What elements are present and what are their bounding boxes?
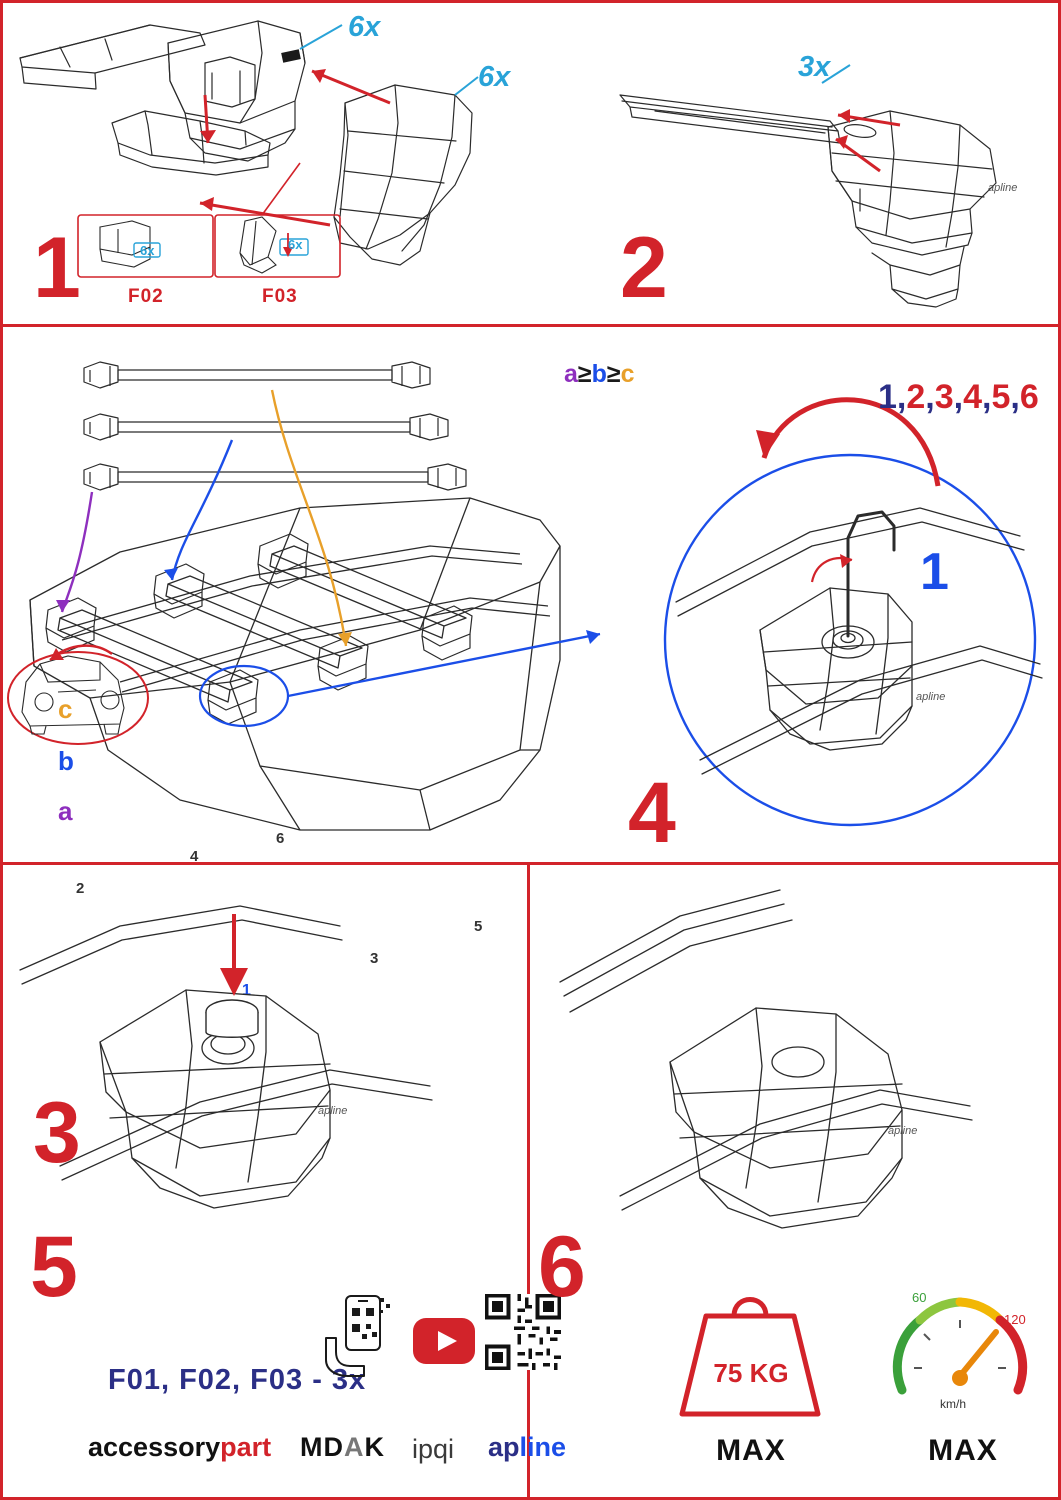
frame-rule-1	[0, 324, 1061, 327]
max-load-value: 75 KG	[713, 1358, 789, 1388]
rule-part-ge1: ≥	[577, 360, 592, 388]
brand-ipqi: ipqi	[412, 1434, 455, 1464]
step-5-illustration	[0, 866, 527, 1266]
step-3-pos-2: 2	[76, 880, 85, 897]
max-load-icon	[672, 1284, 828, 1424]
seq-2: 2	[906, 378, 926, 416]
step-3-bar-label-a: a	[58, 796, 73, 826]
step-6-panel	[530, 866, 1058, 1496]
part-code-f03: F03	[262, 286, 298, 307]
kit-quantity-text: F01, F02, F03 - 3x	[108, 1364, 367, 1396]
seq-4: 4	[963, 378, 983, 416]
max-speed-caption: MAX	[928, 1434, 998, 1467]
brand-ap-text: ap	[488, 1432, 520, 1462]
step-3-number: 3	[33, 1085, 81, 1181]
step-6-illustration	[530, 866, 1058, 1266]
seq-1: 1	[878, 378, 897, 416]
rule-part-b: b	[591, 360, 607, 388]
max-load-caption: MAX	[716, 1434, 786, 1467]
svg-text:60: 60	[912, 1290, 927, 1305]
brand-part-text: part	[220, 1432, 272, 1462]
svg-text:km/h: km/h	[940, 1397, 967, 1411]
seq-6: 6	[1019, 378, 1039, 416]
seq-c1: ,	[896, 378, 907, 416]
step-1-callout-6x-b: 6x	[478, 61, 511, 93]
seq-3: 3	[934, 378, 954, 416]
svg-text:apline: apline	[888, 1125, 918, 1137]
brand-line-text: line	[519, 1432, 567, 1462]
brand-k-text: K	[364, 1432, 385, 1462]
sticker-mark	[281, 49, 301, 63]
step-4-torque-order-1: 1	[920, 543, 949, 601]
seq-5: 5	[991, 378, 1011, 416]
step-1-number: 1	[33, 220, 81, 316]
step-5-number: 5	[30, 1219, 78, 1315]
svg-text:apline: apline	[988, 182, 1018, 194]
step-6-number: 6	[538, 1219, 586, 1315]
step-1-callout-6x-a: 6x	[348, 11, 381, 43]
svg-text:apline: apline	[916, 691, 946, 703]
step-3-illustration	[0, 330, 620, 860]
step-3-pos-5: 5	[474, 918, 483, 935]
svg-text:apline: apline	[318, 1105, 348, 1117]
brand-mdak	[300, 1432, 385, 1463]
svg-text:120: 120	[1004, 1312, 1026, 1327]
step-1-detail-mark-b: 6x	[288, 237, 303, 252]
step-3-bar-label-b: b	[58, 746, 74, 776]
step-1-illustration	[0, 3, 560, 323]
qr-scan-phone-icon	[320, 1294, 392, 1378]
step-1-panel	[0, 3, 560, 323]
step-3-bar-label-c: c	[58, 694, 73, 724]
max-speed-icon	[878, 1276, 1042, 1426]
frame-rule-2	[0, 862, 1061, 865]
seq-c5: ,	[1010, 378, 1020, 416]
brand-accessory-text: accessory	[88, 1432, 221, 1462]
step-2-number: 2	[620, 220, 668, 316]
step-1-detail-mark-a: 6x	[140, 243, 155, 258]
step-5-panel	[0, 866, 567, 1496]
part-code-f02: F02	[128, 286, 164, 307]
brand-a-text: A	[344, 1432, 365, 1462]
tighten-sequence	[878, 378, 1039, 417]
seq-c4: ,	[982, 378, 992, 416]
step-3-pos-6: 6	[276, 830, 285, 847]
rule-part-a: a	[564, 360, 578, 388]
seq-c2: ,	[925, 378, 935, 416]
youtube-icon[interactable]	[413, 1318, 475, 1364]
step-3-pos-3: 3	[370, 950, 379, 967]
step-2-callout-3x: 3x	[798, 51, 831, 83]
rule-part-ge2: ≥	[606, 360, 621, 388]
brand-accessorypart	[88, 1432, 271, 1463]
rule-part-c: c	[620, 360, 635, 388]
seq-c3: ,	[953, 378, 964, 416]
step-2-panel	[560, 3, 1058, 323]
step-3-pos-4: 4	[190, 848, 199, 865]
brand-md-text: MD	[300, 1432, 344, 1462]
step-4-number: 4	[628, 765, 676, 861]
step-3-pos-1: 1	[242, 982, 251, 999]
